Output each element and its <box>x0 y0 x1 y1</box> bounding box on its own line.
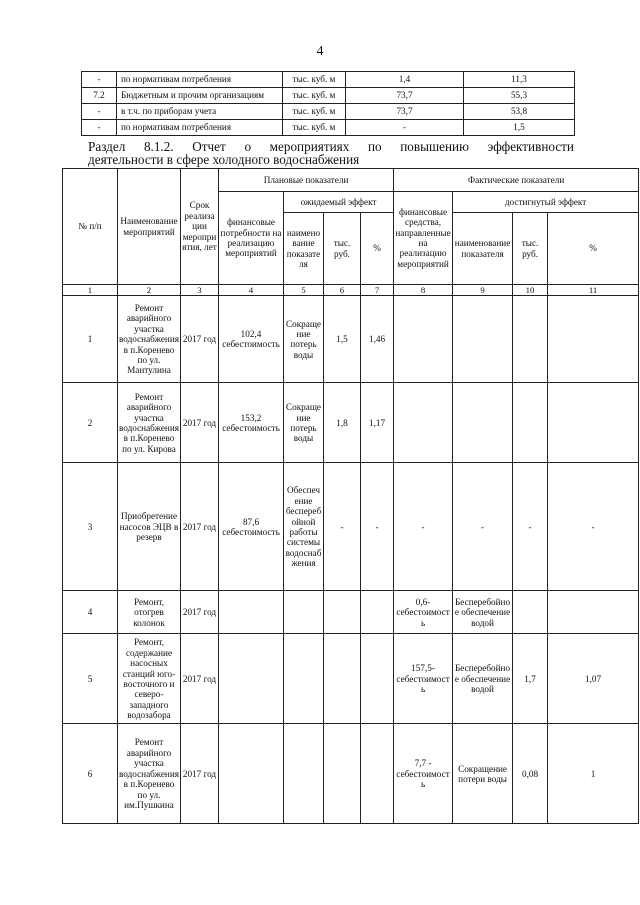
cell-term: 2017 год <box>181 724 219 824</box>
header-percent-actual: % <box>548 213 639 285</box>
cell-achieved-indicator: - <box>453 463 513 591</box>
row-name: по нормативам потребления <box>117 120 283 136</box>
row-value-1: 1,4 <box>346 72 464 88</box>
cell-financial-need: 87,6 себестоимость <box>219 463 284 591</box>
table-row <box>82 88 575 104</box>
cell-achieved-indicator: Бесперебойное обеспечение водой <box>453 634 513 724</box>
column-number: 4 <box>219 285 284 296</box>
cell-financial-means: 157,5-себестоимость <box>394 634 453 724</box>
measures-table <box>62 168 639 824</box>
row-value-1: 73,7 <box>346 88 464 104</box>
row-number: - <box>82 120 117 136</box>
table-row <box>82 104 575 120</box>
cell-term: 2017 год <box>181 463 219 591</box>
column-number: 10 <box>513 285 548 296</box>
cell-percent <box>361 724 394 824</box>
table-row <box>82 120 575 136</box>
cell-achieved-rub: - <box>513 463 548 591</box>
column-number: 3 <box>181 285 219 296</box>
row-value-1: - <box>346 120 464 136</box>
header-thousand-rub: тыс. руб. <box>324 213 361 285</box>
cell-achieved-rub: 0,08 <box>513 724 548 824</box>
cell-percent <box>361 591 394 634</box>
cell-financial-need: 102,4 себестоимость <box>219 296 284 383</box>
cell-financial-need <box>219 724 284 824</box>
cell-indicator-name: Обеспечение бесперебойной работы системы водоснабжения <box>284 463 324 591</box>
cell-indicator-name: Сокращение потерь воды <box>284 296 324 383</box>
header-term: Срок реализации мероприятия, лет <box>181 169 219 285</box>
cell-percent: 1,17 <box>361 383 394 463</box>
cell-achieved-rub: 1,7 <box>513 634 548 724</box>
table-row <box>82 72 575 88</box>
cell-achieved-percent <box>548 296 639 383</box>
table-row <box>63 724 639 824</box>
cell-thousand-rub <box>324 724 361 824</box>
cell-achieved-indicator <box>453 296 513 383</box>
cell-achieved-percent: 1,07 <box>548 634 639 724</box>
cell-thousand-rub <box>324 634 361 724</box>
cell-thousand-rub: 1,5 <box>324 296 361 383</box>
section-title-line-2: деятельности в сфере холодного водоснабжения <box>88 152 360 167</box>
header-name: Наименование мероприятий <box>118 169 181 285</box>
row-number: - <box>82 72 117 88</box>
cell-measure-name: Приобретение насосов ЭЦВ в резерв <box>118 463 181 591</box>
column-number: 7 <box>361 285 394 296</box>
cell-achieved-percent <box>548 591 639 634</box>
column-number: 2 <box>118 285 181 296</box>
consumption-table <box>81 71 575 136</box>
section-title <box>88 140 574 166</box>
header-actual: Фактические показатели <box>394 169 639 192</box>
row-value-2: 53,8 <box>464 104 575 120</box>
column-number: 8 <box>394 285 453 296</box>
cell-achieved-percent <box>548 383 639 463</box>
cell-financial-means: 7,7 - себестоимость <box>394 724 453 824</box>
header-financial-means: финансовые средства, направленные на реализацию мероприятий <box>394 192 453 285</box>
cell-number: 2 <box>63 383 118 463</box>
table-row <box>63 463 639 591</box>
cell-indicator-name <box>284 724 324 824</box>
cell-number: 4 <box>63 591 118 634</box>
cell-achieved-rub <box>513 383 548 463</box>
row-number: - <box>82 104 117 120</box>
cell-term: 2017 год <box>181 634 219 724</box>
cell-measure-name: Ремонт аварийного участка водоснабжения в п.Коренево по ул. им.Пушкина <box>118 724 181 824</box>
row-unit: тыс. куб. м <box>283 88 346 104</box>
cell-indicator-name <box>284 591 324 634</box>
cell-thousand-rub: 1,8 <box>324 383 361 463</box>
cell-financial-means: 0,6-себестоимость <box>394 591 453 634</box>
cell-financial-means <box>394 383 453 463</box>
cell-percent: - <box>361 463 394 591</box>
cell-measure-name: Ремонт, отогрев колонок <box>118 591 181 634</box>
row-value-2: 55,3 <box>464 88 575 104</box>
row-value-2: 1,5 <box>464 120 575 136</box>
page-number: 4 <box>316 44 324 59</box>
row-name: в т.ч. по приборам учета <box>117 104 283 120</box>
header-indicator-name-actual: наименование показателя <box>453 213 513 285</box>
cell-percent: 1,46 <box>361 296 394 383</box>
cell-financial-need <box>219 634 284 724</box>
cell-indicator-name: Сокращение потерь воды <box>284 383 324 463</box>
cell-financial-means: - <box>394 463 453 591</box>
section-title-line-1: Раздел 8.1.2. Отчет о мероприятиях по повышению эффективности <box>88 139 574 154</box>
header-financial-need: финансовые потребности на реализацию мероприятий <box>219 192 284 285</box>
cell-financial-means <box>394 296 453 383</box>
cell-achieved-indicator: Сокращение потери воды <box>453 724 513 824</box>
cell-term: 2017 год <box>181 296 219 383</box>
cell-achieved-percent: 1 <box>548 724 639 824</box>
table-row <box>63 634 639 724</box>
cell-indicator-name <box>284 634 324 724</box>
row-unit: тыс. куб. м <box>283 104 346 120</box>
cell-thousand-rub: - <box>324 463 361 591</box>
cell-achieved-percent: - <box>548 463 639 591</box>
cell-percent <box>361 634 394 724</box>
row-number: 7.2 <box>82 88 117 104</box>
cell-number: 3 <box>63 463 118 591</box>
table-row <box>63 383 639 463</box>
header-indicator-name: наименование показателя <box>284 213 324 285</box>
row-value-1: 73,7 <box>346 104 464 120</box>
row-value-2: 11,3 <box>464 72 575 88</box>
column-number: 6 <box>324 285 361 296</box>
row-unit: тыс. куб. м <box>283 72 346 88</box>
cell-measure-name: Ремонт, содержание насосных станций юго-восточного и северо-западного водозабора <box>118 634 181 724</box>
cell-achieved-rub <box>513 591 548 634</box>
column-number: 5 <box>284 285 324 296</box>
table-row <box>63 296 639 383</box>
cell-term: 2017 год <box>181 383 219 463</box>
column-numbers-row <box>63 285 639 296</box>
header-planned: Плановые показатели <box>219 169 394 192</box>
row-name: по нормативам потребления <box>117 72 283 88</box>
header-thousand-rub-actual: тыс. руб. <box>513 213 548 285</box>
cell-thousand-rub <box>324 591 361 634</box>
cell-financial-need <box>219 591 284 634</box>
header-expected-effect: ожидаемый эффект <box>284 192 394 213</box>
cell-measure-name: Ремонт аварийного участка водоснабжения в п.Коренево по ул. Мантулина <box>118 296 181 383</box>
cell-financial-need: 153,2 себестоимость <box>219 383 284 463</box>
row-unit: тыс. куб. м <box>283 120 346 136</box>
column-number: 1 <box>63 285 118 296</box>
header-row-1 <box>63 169 639 192</box>
table-row <box>63 591 639 634</box>
cell-number: 5 <box>63 634 118 724</box>
cell-term: 2017 год <box>181 591 219 634</box>
cell-number: 1 <box>63 296 118 383</box>
column-number: 9 <box>453 285 513 296</box>
header-percent: % <box>361 213 394 285</box>
cell-achieved-indicator: Бесперебойное обеспечение водой <box>453 591 513 634</box>
cell-achieved-rub <box>513 296 548 383</box>
cell-measure-name: Ремонт аварийного участка водоснабжения в п.Коренево по ул. Кирова <box>118 383 181 463</box>
column-number: 11 <box>548 285 639 296</box>
cell-achieved-indicator <box>453 383 513 463</box>
header-achieved-effect: достигнутый эффект <box>453 192 639 213</box>
cell-number: 6 <box>63 724 118 824</box>
row-name: Бюджетным и прочим организациям <box>117 88 283 104</box>
header-number: № п/п <box>63 169 118 285</box>
